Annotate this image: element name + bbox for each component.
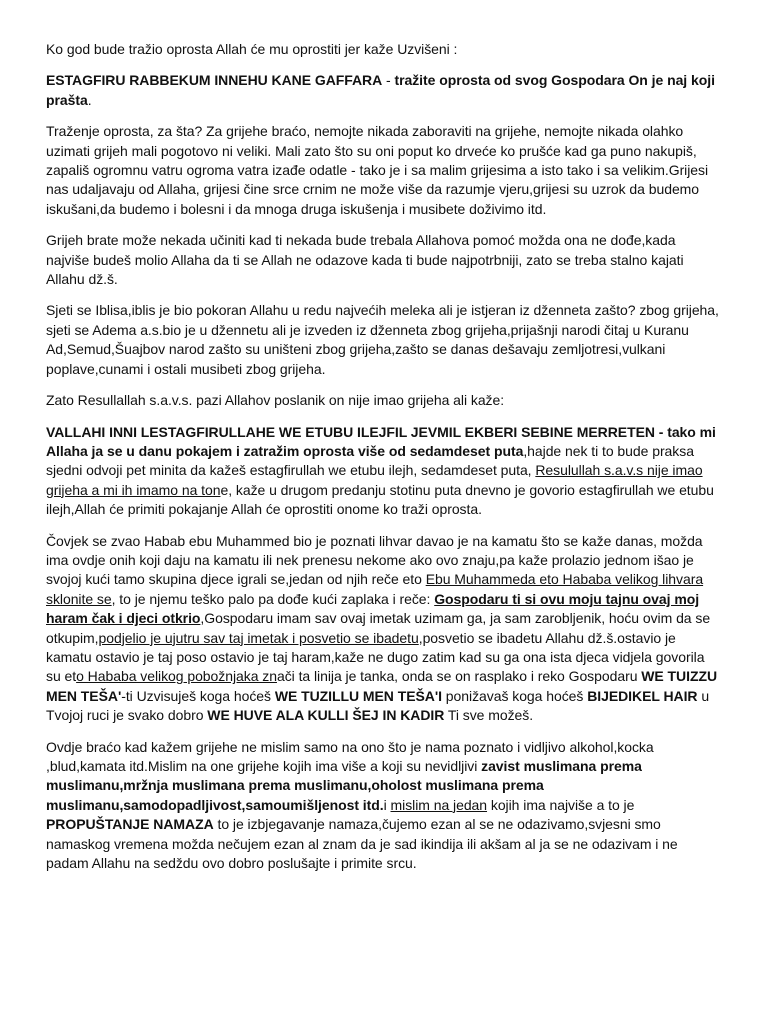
habab-bold-2: WE TUZILLU MEN TEŠA'I: [274, 687, 442, 704]
document-page: [46, 40, 722, 885]
paragraph-intro: [46, 40, 722, 59]
hidden-sins-text-4: to je izbjegavanje namaza,čujemo ezan al se ne odazivamo,svjesni smo namaskog vremena možda nečujem ezan al znam da je sad ikindija ili akšam al ja se ne odazivam i ne padam Allahu na sedždu ovo dobro poslušajte i primite srcu.: [46, 816, 678, 872]
habab-underlined-3: o Hababa velikog pobožnjaka zn: [76, 668, 277, 685]
paragraph-ayah: [46, 71, 722, 110]
habab-underlined-1: Ebu Muhammeda eto Hababa velikog lihvara sklonite se: [46, 571, 704, 607]
paragraph-hadith: [46, 423, 722, 520]
habab-text-8: u Tvojoj ruci je svako dobro: [46, 687, 710, 724]
paragraph-habab: [46, 532, 722, 726]
hidden-sins-bold-1: zavist muslimana prema muslimanu,mržnja muslimana prema muslimanu,oholost muslimana prema muslimanu,samodopadljivost,samoumišljenost itd.: [46, 758, 642, 813]
intro-text: Ko god bude tražio oprosta Allah će mu oprostiti jer kaže Uzvišeni :: [46, 41, 458, 57]
habab-bold-3: BIJEDIKEL HAIR: [587, 687, 698, 704]
paragraph-iblis: [46, 301, 722, 379]
seeking-forgiveness-text: Traženje oprosta, za šta? Za grijehe braćo, nemojte nikada zaboraviti na grijehe, nemojte nikada olahko uzimati grijeh mali pogotovo ni veliki. Mali zato što su oni poput ko drveće ko prušće kad ga puno nakupiš, zapališ ogromnu vatru ogroma vatra izađe odatle - tako je i sa malim grijesima a isto tako i sa velikim.Grijesi nas udaljavaju od Allaha, grijesi čine srce crnim ne može više da razumje vjeru,grijesi su uzrok da budemo iskušani,da budemo i bolesni i da mnoga druga iskušenja i musibete doživimo itd.: [46, 123, 709, 217]
habab-text-6: -ti Uzvisuješ koga hoćeš: [121, 687, 275, 704]
habab-text-1: Čovjek se zvao Habab ebu Muhammed bio je poznati lihvar davao je na kamatu što se kaže danas, možda ima ovdje onih koji daju na kamatu ili nek prenesu nekome ako ovo znaju,pa kaže prolazio jednom išao je svojoj kući tamo skupina djece igrali se,jedan od njih reče eto: [46, 532, 703, 588]
hidden-sins-text-2: i: [383, 796, 391, 813]
habab-bold-4: WE HUVE ALA KULLI ŠEJ IN KADIR: [207, 707, 445, 724]
iblis-text: Sjeti se Iblisa,iblis je bio pokoran Allahu u redu najvećih meleka ali je istjeran iz dženneta zašto? zbog grijeha, sjeti se Adema a.s.bio je u džennetu ali je izveden iz dženneta zbog grijeha,prijašnji narodi čitaj u Kuranu Ad,Semud,Šuajbov narod zašto su uništeni zbog grijeha,zašto se danas dešavaju zemljotresi,vulkani poplave,cunami i ostali musibeti zbog grijeha.: [46, 302, 719, 377]
habab-bold-underlined-inner: Gospodaru ti si ovu moju tajnu ovaj moj haram čak i djeci otkrio: [46, 590, 700, 627]
habab-text-5: ači ta linija je tanka, onda se on rasplako i reko Gospodaru: [276, 668, 642, 685]
paragraph-resullallah: [46, 391, 722, 410]
ayah-dash: -: [382, 72, 395, 89]
sin-consequence-text: Grijeh brate može nekada učiniti kad ti nekada bude trebala Allahova pomoć možda ona ne dođe,kada najviše budeš molio Allaha da ti se Allah ne odazove kada ti bude najpotrbniji, zato se treba stalno kajati Allahu dž.š.: [46, 232, 684, 288]
habab-underlined-2: podjelio je ujutru sav taj imetak i posvetio se ibadetu: [98, 629, 419, 646]
hadith-text-1: ,hajde nek ti to bude praksa sjedni odvoji pet minita da kažeš estagfirullah we etubu ilejh, sedamdeset puta,: [46, 442, 694, 479]
habab-text-4: ,posvetio se ibadetu Allahu dž.š.ostavio je kamatu ostavio je taj poso ostavio je taj haram,kaže ne dugo zatim kad su ga ona ista djeca vidjela govorila su et: [46, 629, 705, 685]
ayah-period: .: [87, 91, 92, 108]
hidden-sins-text-1: Ovdje braćo kad kažem grijehe ne mislim samo na ono što je nama poznato i vidljivo alkohol,kocka ,blud,kamata itd.Mislim na one grijehe kojih ima više a koji su nevidljivi: [46, 738, 654, 774]
habab-text-2: , to je njemu teško palo pa dođe kući zaplaka i reče:: [111, 590, 435, 607]
paragraph-seeking-forgiveness: [46, 122, 722, 219]
hadith-text-2: e, kaže u drugom predanju stotinu puta dnevno je govorio estagfirullah we etubu ilejh,Allah će primiti pokajanje Allah će oprostiti onome ko traži oprosta.: [46, 481, 714, 518]
ayah-translation: tražite oprosta od svog Gospodara On je naj koji prašta: [46, 72, 715, 108]
hidden-sins-bold-2: PROPUŠTANJE NAMAZA: [46, 816, 214, 833]
hidden-sins-text-3: kojih ima najviše a to je: [487, 796, 635, 813]
habab-text-3: ,Gospodaru imam sav ovaj imetak uzimam ga, ja sam zarobljenik, hoću ovim da se otkupim,: [46, 610, 711, 646]
paragraph-sin-consequence: [46, 231, 722, 289]
ayah-transliteration: ESTAGFIRU RABBEKUM INNEHU KANE GAFFARA: [46, 72, 383, 89]
hadith-bold: VALLAHI INNI LESTAGFIRULLAHE WE ETUBU ILEJFIL JEVMIL EKBERI SEBINE MERRETEN - tako mi Allaha ja se u danu pokajem i zatražim oprosta više od sedamdeset puta: [46, 423, 716, 459]
habab-bold-1: WE TUIZZU MEN TEŠA': [46, 668, 718, 704]
habab-text-7: ponižavaš koga hoćeš: [441, 687, 588, 704]
hidden-sins-underlined: mislim na jedan: [390, 796, 488, 813]
resullallah-text: Zato Resullallah s.a.v.s. pazi Allahov poslanik on nije imao grijeha ali kaže:: [46, 392, 505, 409]
paragraph-hidden-sins: [46, 738, 722, 874]
habab-text-9: Ti sve možeš.: [444, 707, 534, 724]
hadith-underlined: Resulullah s.a.v.s nije imao grijeha a mi ih imamo na ton: [46, 462, 703, 498]
